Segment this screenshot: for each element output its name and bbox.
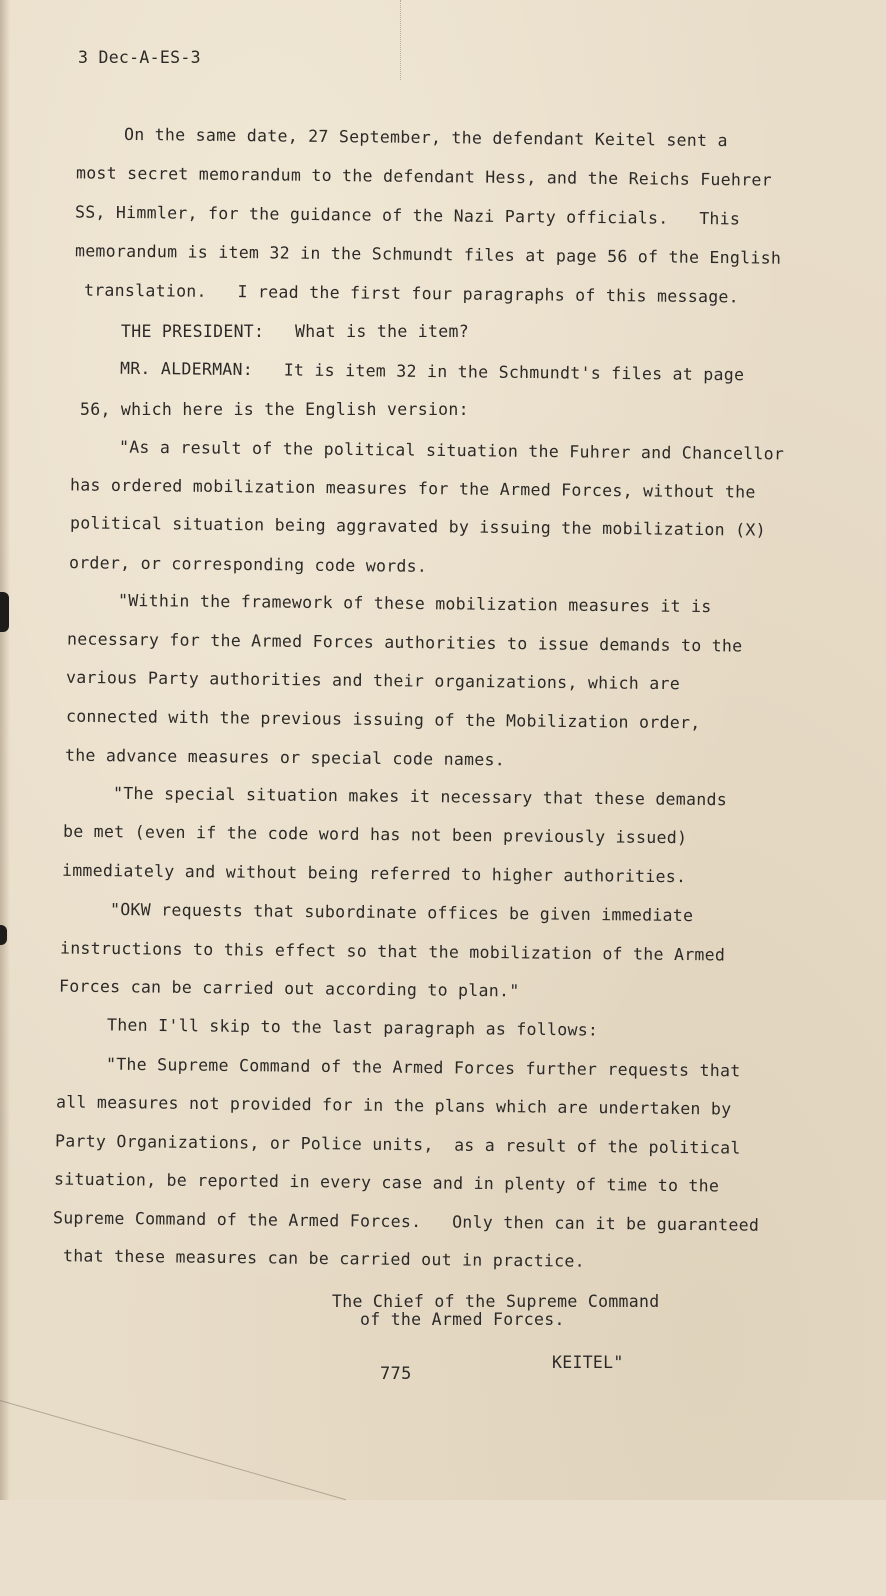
body-line: "As a result of the political situation the Fuhrer and Chancellor bbox=[118, 437, 785, 464]
body-line: order, or corresponding code words. bbox=[68, 553, 428, 576]
body-line: immediately and without being referred to higher authorities. bbox=[61, 860, 687, 887]
body-line: Party Organizations, or Police units, as a result of the political bbox=[54, 1131, 741, 1158]
body-line: various Party authorities and their organizations, which are bbox=[65, 667, 681, 694]
body-line: 56, which here is the English version: bbox=[80, 400, 469, 419]
body-line: "The Supreme Command of the Armed Forces further requests that bbox=[105, 1054, 741, 1081]
body-line: that these measures can be carried out in practice. bbox=[62, 1246, 586, 1271]
corner-crease bbox=[0, 1400, 346, 1596]
header-code: 3 Dec-A-ES-3 bbox=[78, 48, 201, 67]
body-line: On the same date, 27 September, the defendant Keitel sent a bbox=[123, 124, 728, 151]
body-line: connected with the previous issuing of the Mobilization order, bbox=[65, 706, 701, 733]
binding-hole bbox=[0, 925, 7, 945]
body-line: THE PRESIDENT: What is the item? bbox=[121, 322, 469, 341]
body-line: the advance measures or special code names. bbox=[64, 745, 506, 770]
body-line: Then I'll skip to the last paragraph as follows: bbox=[106, 1015, 599, 1040]
body-line: "OKW requests that subordinate offices be given immediate bbox=[109, 899, 694, 926]
body-line: be met (even if the code word has not been previously issued) bbox=[62, 821, 688, 848]
body-line: memorandum is item 32 in the Schmundt files at page 56 of the English bbox=[74, 241, 782, 268]
body-line: Supreme Command of the Armed Forces. Only then can it be guaranteed bbox=[52, 1208, 760, 1235]
body-line: political situation being aggravated by issuing the mobilization (X) bbox=[69, 513, 766, 540]
binding-hole bbox=[0, 592, 9, 632]
body-line: Forces can be carried out according to plan." bbox=[58, 976, 520, 1001]
body-line: most secret memorandum to the defendant Hess, and the Reichs Fuehrer bbox=[75, 163, 772, 190]
body-line: "Within the framework of these mobilization measures it is bbox=[117, 590, 712, 617]
body-line: instructions to this effect so that the mobilization of the Armed bbox=[59, 938, 726, 965]
body-line: has ordered mobilization measures for the Armed Forces, without the bbox=[69, 475, 756, 502]
page-edge-shadow bbox=[0, 0, 10, 1500]
page-number: 775 bbox=[380, 1364, 412, 1384]
signature-name: KEITEL" bbox=[552, 1353, 624, 1372]
body-line: MR. ALDERMAN: It is item 32 in the Schmundt's files at page bbox=[119, 358, 745, 385]
body-line: situation, be reported in every case and in plenty of time to the bbox=[53, 1169, 720, 1196]
body-line: necessary for the Armed Forces authorities to issue demands to the bbox=[66, 629, 743, 656]
body-line: "The special situation makes it necessary that these demands bbox=[112, 783, 728, 810]
signature-title: The Chief of the Supreme Command bbox=[332, 1292, 660, 1311]
fold-mark bbox=[400, 0, 403, 80]
body-line: SS, Himmler, for the guidance of the Nazi Party officials. This bbox=[74, 202, 741, 229]
signature-title: of the Armed Forces. bbox=[360, 1310, 565, 1329]
body-line: translation. I read the first four paragraphs of this message. bbox=[83, 280, 740, 307]
body-line: all measures not provided for in the plans which are undertaken by bbox=[55, 1092, 732, 1119]
